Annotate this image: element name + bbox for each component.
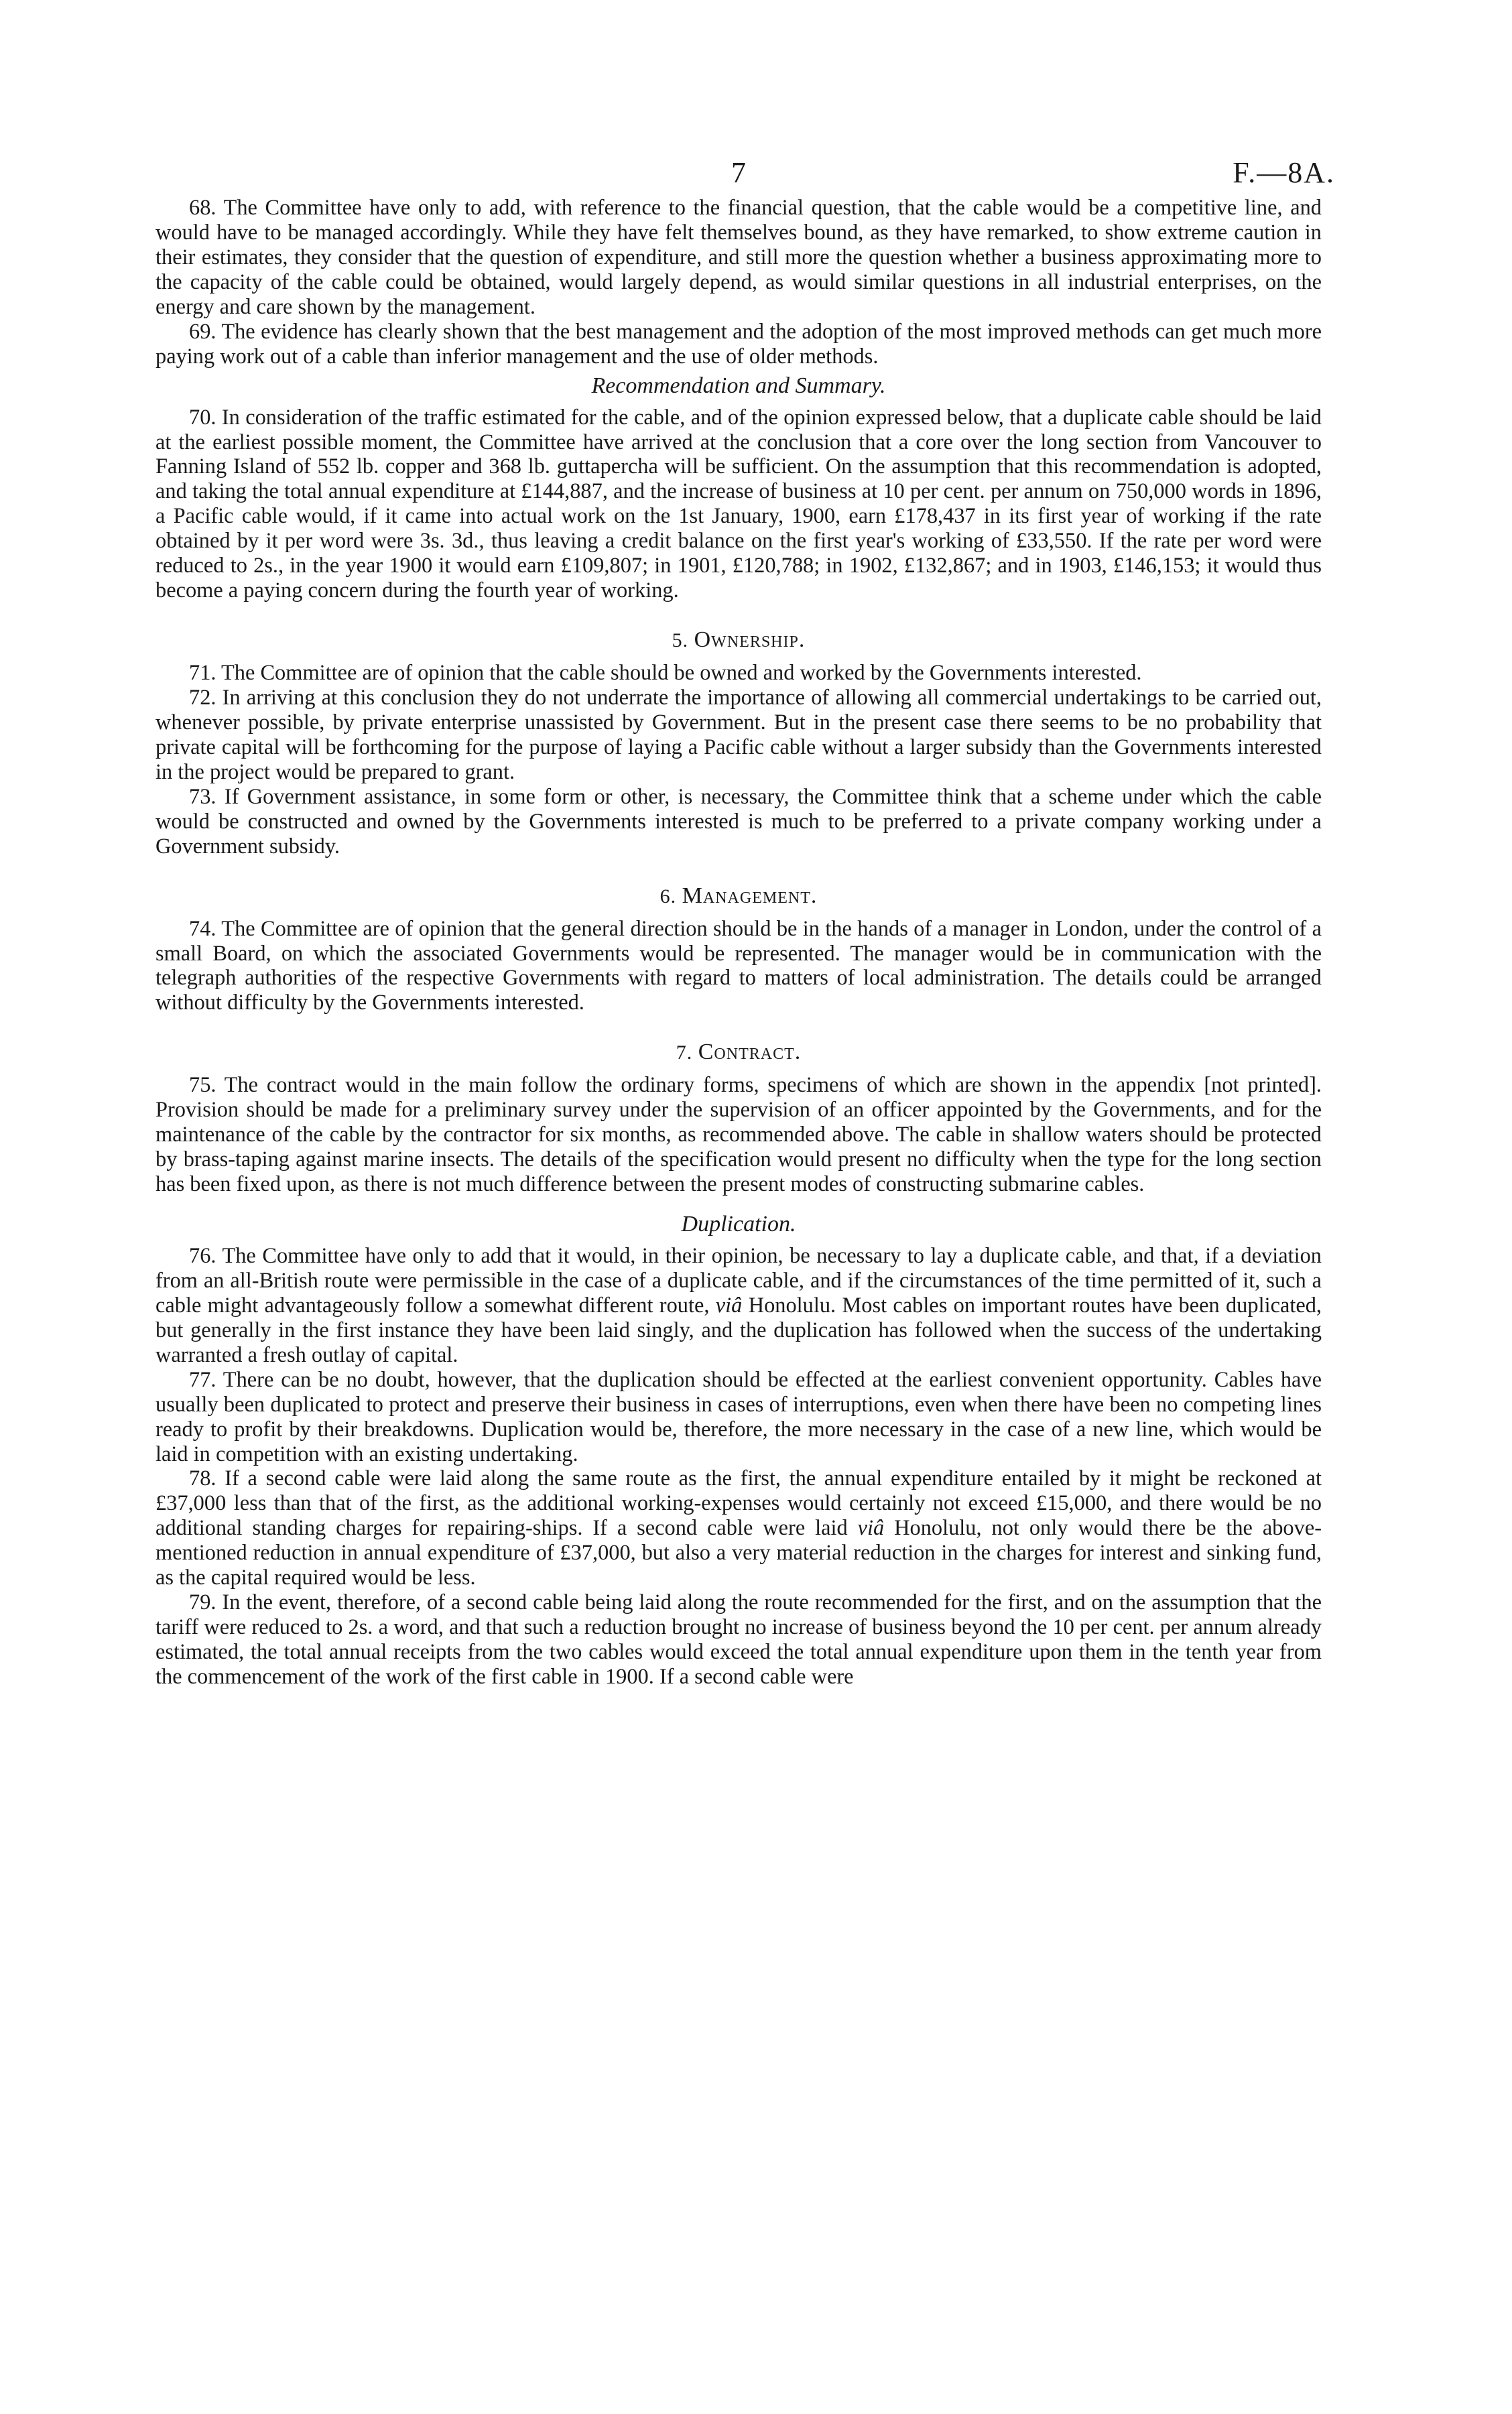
paragraph-76-part-a: 76. The Committee have only to add that it would, in their opinion, be necessary to lay a duplicate cable, and that, if a deviation from an all-British route were permissible in the case of a duplicate cable, and if the circumstances of the time permitted of it, such a cable might advantageously follow a somewhat different route, — [155, 1244, 1322, 1318]
heading-ownership-number: 5. — [672, 629, 689, 652]
paragraph-76-part-b: Honolulu. Most cables on important routes have been duplicated, but generally in the first instance they have been laid singly, and the duplication has followed when the success of the undertaking warranted a fresh outlay of capital. — [155, 1293, 1322, 1367]
page-header — [155, 155, 1335, 196]
heading-management-text: Management. — [682, 883, 818, 908]
paragraph-74: 74. The Committee are of opinion that the general direction should be in the hands of a manager in London, under the control of a small Board, on which the associated Governments would be represented. The manager would be in communication with the telegraph authorities of the respective Governments with regard to matters of local administration. The details could be arranged without difficulty by the Governments interested. — [155, 916, 1322, 1015]
heading-contract-text: Contract. — [698, 1039, 802, 1065]
heading-contract — [155, 1039, 1322, 1065]
heading-management-number: 6. — [659, 885, 677, 907]
paragraph-70: 70. In consideration of the traffic estimated for the cable, and of the opinion expressed below, that a duplicate cable should be laid at the earliest possible moment, the Committee have arrived at the conclusion that a core over the long section from Vancouver to Fanning Island of 552 lb. copper and 368 lb. guttapercha will be sufficient. On the assumption that this recommendation is adopted, and taking the total annual expenditure at £144,887, and the increase of business at 10 per cent. per annum on 750,000 words in 1896, a Pacific cable would, if it came into actual work on the 1st January, 1900, earn £178,437 in its first year of working if the rate obtained by it per word were 3s. 3d., thus leaving a credit balance on the first year's working of £33,550. If the rate per word were reduced to 2s., in the year 1900 it would earn £109,807; in 1901, £120,788; in 1902, £132,867; and in 1903, £146,153; it would thus become a paying concern during the fourth year of working. — [155, 405, 1322, 603]
paragraph-78-part-b: Honolulu, not only would there be the above-mentioned reduction in annual expenditure of £37,000, but also a very material reduction in the charges for interest and sinking fund, as the capital required would be less. — [155, 1516, 1322, 1590]
paragraph-73: 73. If Government assistance, in some form or other, is necessary, the Committee think that a scheme under which the cable would be constructed and owned by the Governments interested is much to be preferred to a private company working under a Government subsidy. — [155, 784, 1322, 859]
page-number: 7 — [731, 156, 746, 189]
paragraph-78-part-a: 78. If a second cable were laid along the same route as the first, the annual expenditure entailed by it might be reckoned at £37,000 less than that of the first, as the additional working-expenses would certainly not exceed £15,000, and there would be no additional standing charges for repairing-ships. If a second cable were laid — [155, 1466, 1322, 1541]
paragraph-77: 77. There can be no doubt, however, that the duplication should be effected at the earliest convenient opportunity. Cables have usually been duplicated to protect and preserve their business in cases of interruptions, even when there have been no competing lines ready to profit by their breakdowns. Duplication would be, therefore, the more necessary in the case of a new line, which would be laid in competition with an existing undertaking. — [155, 1367, 1322, 1466]
paragraph-79: 79. In the event, therefore, of a second cable being laid along the route recommended for the first, and on the assumption that the tariff were reduced to 2s. a word, and that such a reduction brought no increase of business beyond the 10 per cent. per annum already estimated, the total annual receipts from the two cables would exceed the total annual expenditure upon them in the tenth year from the commencement of the work of the first cable in 1900. If a second cable were — [155, 1590, 1322, 1689]
document-page — [155, 155, 1335, 1690]
paragraph-78 — [155, 1466, 1322, 1590]
heading-ownership — [155, 627, 1322, 653]
heading-recommendation: Recommendation and Summary. — [591, 373, 886, 398]
paragraph-75: 75. The contract would in the main follow the ordinary forms, specimens of which are shown in the appendix [not printed]. Provision should be made for a preliminary survey under the supervision of an officer appointed by the Governments, and for the maintenance of the cable by the contractor for six months, as recommended above. The cable in shallow waters should be protected by brass-taping against marine insects. The details of the specification would present no difficulty when the type for the long section has been fixed upon, as there is not much difference between the present modes of constructing submarine cables. — [155, 1073, 1322, 1197]
paragraph-78-via: viâ — [857, 1516, 885, 1541]
paragraph-76 — [155, 1244, 1322, 1368]
paragraph-76-via: viâ — [715, 1293, 743, 1318]
heading-ownership-text: Ownership. — [694, 627, 806, 653]
heading-management — [155, 883, 1322, 909]
heading-duplication: Duplication. — [681, 1212, 796, 1236]
report-code: F.—8A. — [1233, 156, 1335, 189]
paragraph-69: 69. The evidence has clearly shown that the best management and the adoption of the most improved methods can get much more paying work out of a cable than inferior management and the use of older methods. — [155, 319, 1322, 369]
paragraph-71: 71. The Committee are of opinion that the cable should be owned and worked by the Governments interested. — [189, 661, 1142, 686]
heading-contract-number: 7. — [676, 1041, 693, 1064]
paragraph-72: 72. In arriving at this conclusion they do not underrate the importance of allowing all commercial undertakings to be carried out, whenever possible, by private enterprise unassisted by Government. But in the present case there seems to be no probability that private capital will be forthcoming for the purpose of laying a Pacific cable without a larger subsidy than the Governments interested in the project would be prepared to grant. — [155, 686, 1322, 784]
paragraph-68: 68. The Committee have only to add, with reference to the financial question, that the cable would be a competitive line, and would have to be managed accordingly. While they have felt themselves bound, as they have remarked, to show extreme caution in their estimates, they consider that the question of expenditure, and still more the question whether a business approximating more to the capacity of the cable could be obtained, would largely depend, as would similar questions in all industrial enterprises, on the energy and care shown by the management. — [155, 196, 1322, 319]
